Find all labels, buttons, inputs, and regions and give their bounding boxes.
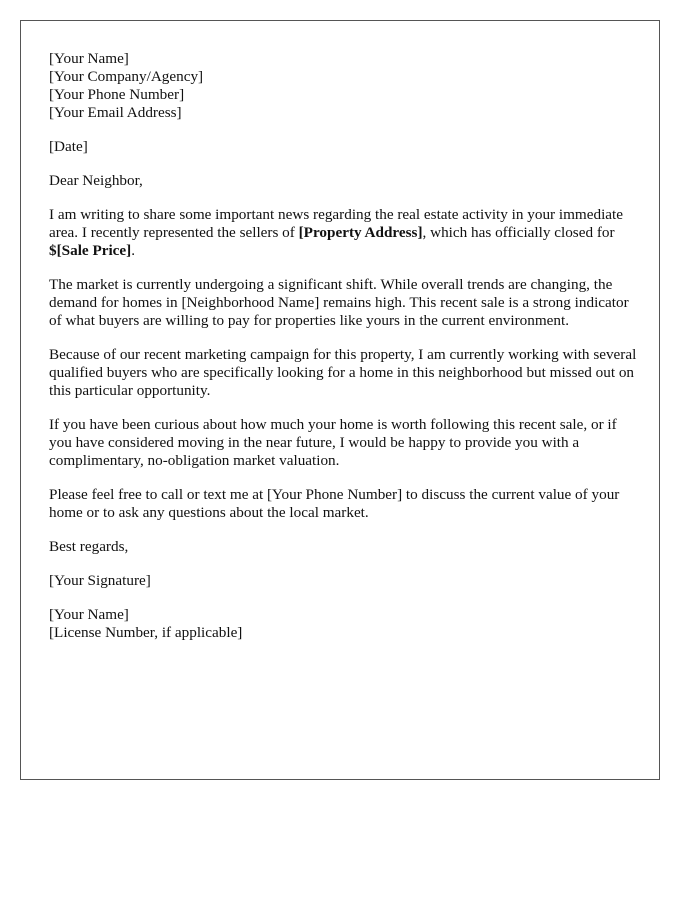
paragraph-market-shift: The market is currently undergoing a significant shift. While overall trends are changing, the demand for homes in [Neighborhood Name] remains high. This recent sale is a strong indicator of what buyers are willing to pay for properties like yours in the current environment. bbox=[49, 276, 629, 329]
sender-company: [Your Company/Agency] bbox=[49, 68, 204, 85]
salutation: Dear Neighbor, bbox=[49, 172, 143, 189]
sale-price: $[Sale Price] bbox=[49, 242, 132, 259]
signature: [Your Signature] bbox=[49, 572, 151, 589]
sender-phone: [Your Phone Number] bbox=[49, 86, 185, 103]
paragraph-contact: Please feel free to call or text me at [Your Phone Number] to discuss the current value of your home or to ask any questions about the local market. bbox=[49, 486, 620, 521]
paragraph-recent-sale bbox=[49, 206, 639, 260]
letter-page bbox=[20, 20, 660, 780]
paragraph-qualified-buyers: Because of our recent marketing campaign for this property, I am currently working with several qualified buyers who are specifically looking for a home in this neighborhood but missed out on this particular opportunity. bbox=[49, 346, 637, 399]
property-address: [Property Address] bbox=[298, 224, 423, 241]
footer-name: [Your Name] bbox=[49, 606, 129, 623]
paragraph-1-text-b: , which has officially closed for bbox=[422, 224, 615, 241]
closing: Best regards, bbox=[49, 538, 129, 555]
letter-date: [Date] bbox=[49, 138, 88, 155]
paragraph-1-text-c: . bbox=[131, 242, 136, 259]
paragraph-1-text-a: I am writing to share some important news regarding the real estate activity in your immediate area. I recently represented the sellers of bbox=[49, 206, 623, 241]
footer-block bbox=[49, 606, 639, 642]
paragraph-valuation-offer: If you have been curious about how much your home is worth following this recent sale, or if you have considered moving in the near future, I would be happy to provide you with a complimentary, no-obligation market valuation. bbox=[49, 416, 617, 469]
sender-block bbox=[49, 50, 639, 122]
letter-body bbox=[49, 50, 639, 642]
footer-license: [License Number, if applicable] bbox=[49, 624, 243, 641]
sender-name: [Your Name] bbox=[49, 50, 129, 67]
sender-email: [Your Email Address] bbox=[49, 104, 182, 121]
